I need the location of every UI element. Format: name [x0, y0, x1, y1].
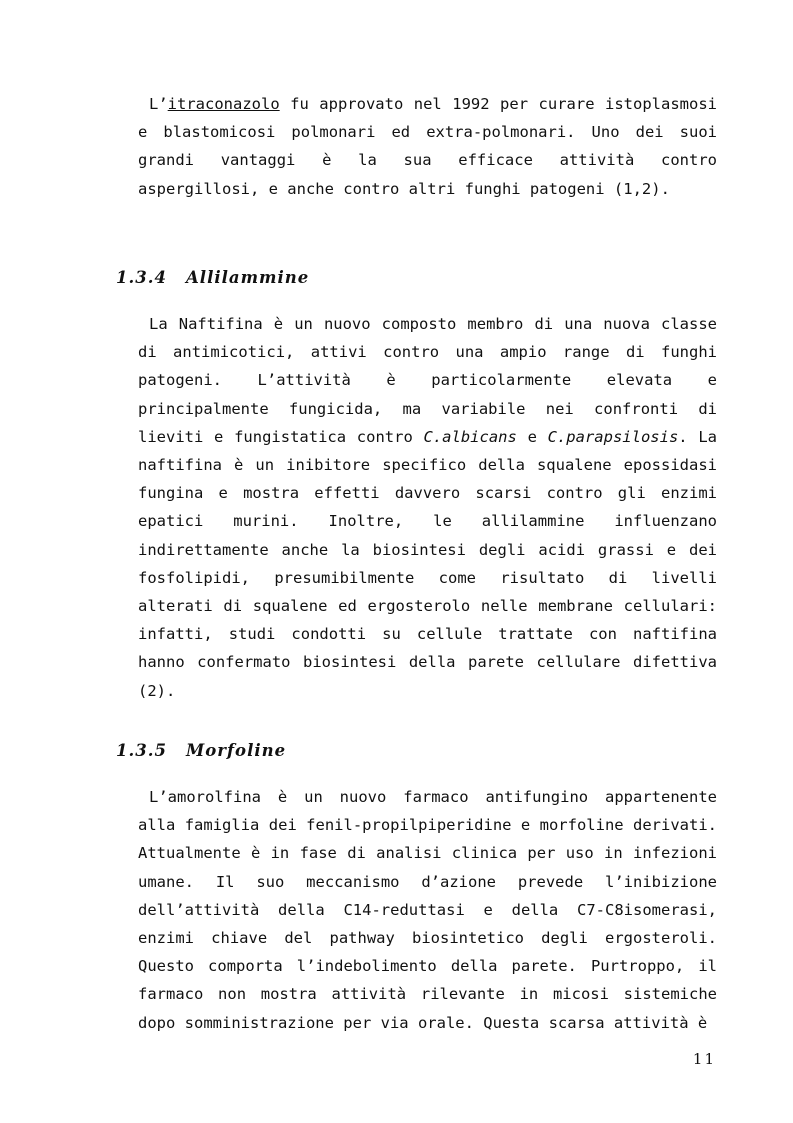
- paragraph-1-post: fu approvato nel 1992 per curare istoplasmosi e blastomicosi polmonari ed extra-polmonari. Uno dei suoi grandi vantaggi è la sua efficace attività contro aspergillosi, e anche contro altri funghi patogeni (1,2).: [138, 95, 717, 198]
- section-title: Morfoline: [186, 741, 287, 760]
- paragraph-amorolfina: [138, 783, 717, 1037]
- paragraph-naftifina: [138, 310, 717, 705]
- section-title: Allilammine: [186, 268, 310, 287]
- paragraph-itraconazolo: [138, 90, 717, 203]
- section-number: 1.3.4: [116, 268, 167, 287]
- paragraph-1-pre: L’: [149, 95, 168, 113]
- section-heading-allilammine: [116, 268, 309, 287]
- paragraph-2-mid: e: [516, 427, 548, 446]
- drug-name-itraconazolo: itraconazolo: [167, 95, 280, 113]
- paragraph-2-part1: La Naftifina è un nuovo composto membro di una nuova classe di antimicotici, attivi contro una ampio range di funghi patogeni. L’attività è particolarmente elevata e principalmente fungicida, ma variabile nei confronti di lieviti e fungistatica contro: [138, 315, 717, 446]
- section-heading-morfoline: [116, 741, 286, 760]
- species-c-albicans: C.albicans: [423, 427, 517, 446]
- page-number: 11: [692, 1050, 716, 1068]
- paragraph-2-part2: . La naftifina è un inibitore specifico della squalene epossidasi fungina e mostra effetti davvero scarsi contro gli enzimi epatici murini. Inoltre, le allilammine influenzano indirettamente anche la biosintesi degli acidi grassi e dei fosfolipidi, presumibilmente come risultato di livelli alterati di squalene ed ergosterolo nelle membrane cellulari: infatti, studi condotti su cellule trattate con naftifina hanno confermato biosintesi della parete cellulare difettiva (2).: [138, 427, 717, 700]
- species-c-parapsilosis: C.parapsilosis: [547, 427, 679, 446]
- paragraph-3-text: L’amorolfina è un nuovo farmaco antifungino appartenente alla famiglia dei fenil-propilpiperidine e morfoline derivati. Attualmente è in fase di analisi clinica per uso in infezioni umane. Il suo meccanismo d’azione prevede l’inibizione dell’attività della C14-reduttasi e della C7-C8isomerasi, enzimi chiave del pathway biosintetico degli ergosteroli. Questo comporta l’indebolimento della parete. Purtroppo, il farmaco non mostra attività rilevante in micosi sistemiche dopo somministrazione per via orale. Questa scarsa attività è: [138, 788, 717, 1032]
- section-number: 1.3.5: [116, 741, 167, 760]
